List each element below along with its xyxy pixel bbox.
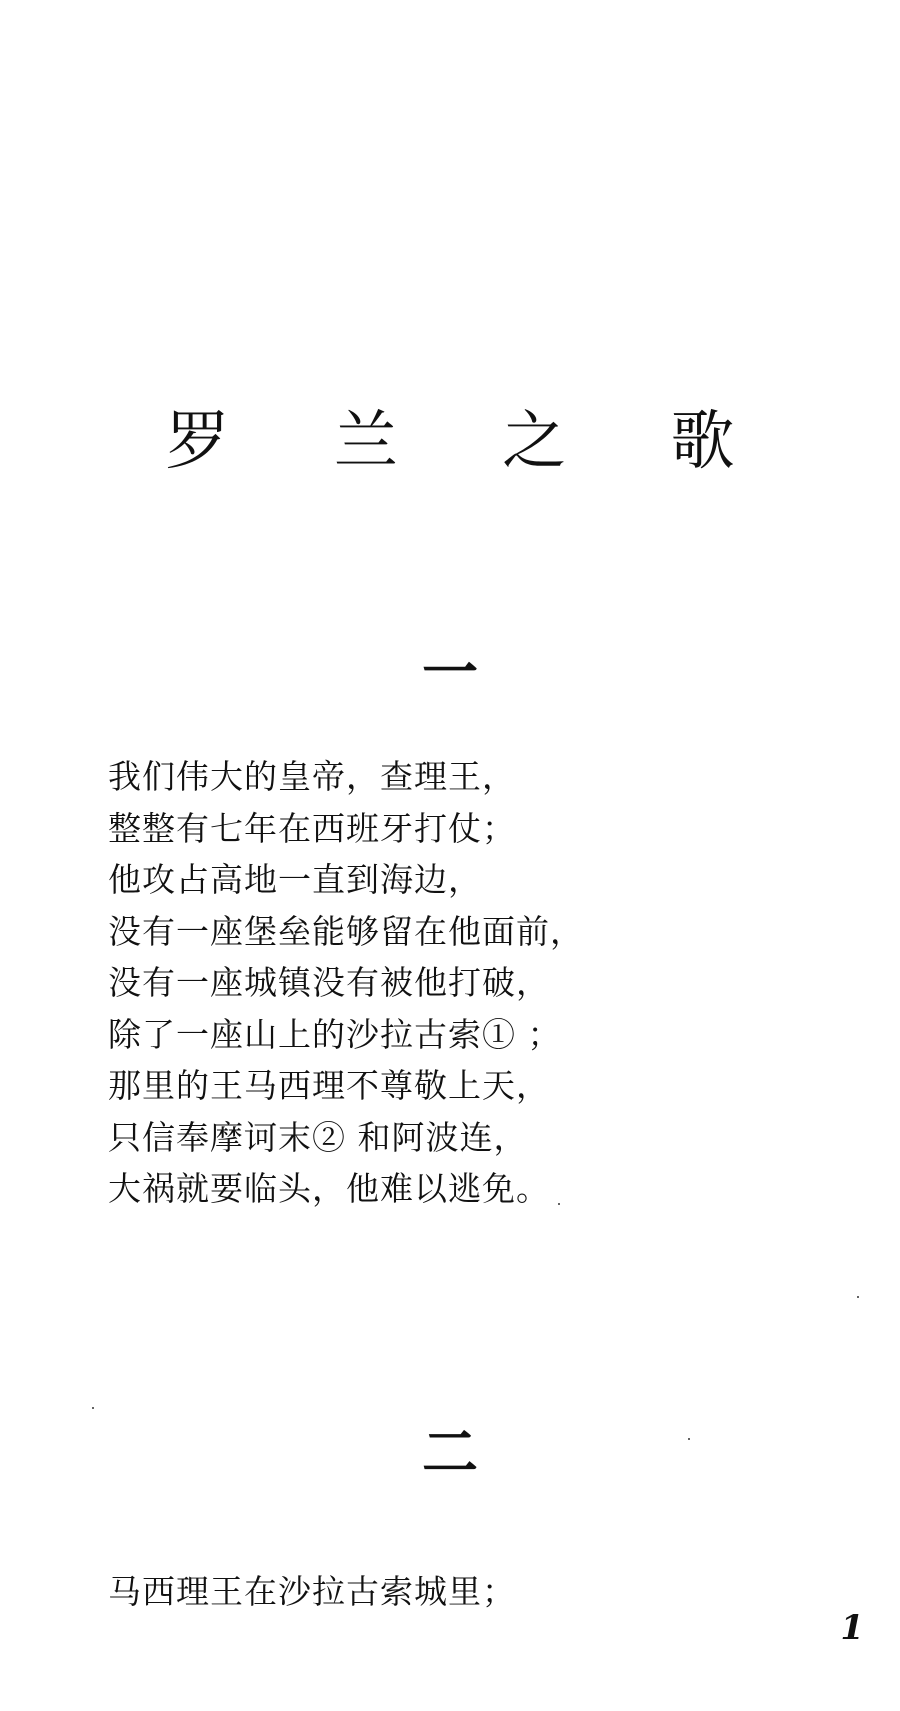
stanza-2 (108, 1566, 516, 1618)
section-heading-1: 一 (422, 640, 478, 706)
scan-speck (857, 1296, 859, 1298)
poem-title: 罗 兰 之 歌 (165, 405, 777, 479)
verse-line: 我们伟大的皇帝，查理王， (108, 757, 516, 796)
section-heading-2: 二 (422, 1420, 478, 1486)
verse-line: 马西理王在沙拉古索城里； (108, 1572, 516, 1611)
verse-line: 他攻占高地一直到海边， (108, 860, 482, 899)
scan-speck (558, 1203, 560, 1205)
verse-line: 大祸就要临头，他难以逃免。 (108, 1169, 550, 1208)
verse-line: 整整有七年在西班牙打仗； (108, 808, 516, 848)
stanza-1 (108, 751, 584, 1215)
verse-line: 只信奉摩诃末② 和阿波连， (108, 1117, 528, 1157)
scan-speck (92, 1407, 94, 1409)
verse-line: 没有一座堡垒能够留在他面前， (108, 911, 584, 951)
page-number: 1 (840, 1608, 864, 1648)
verse-line: 除了一座山上的沙拉古索① ； (108, 1014, 562, 1054)
verse-line: 没有一座城镇没有被他打破， (108, 963, 550, 1002)
scan-speck (688, 1438, 690, 1440)
verse-line: 那里的王马西理不尊敬上天， (108, 1066, 550, 1105)
